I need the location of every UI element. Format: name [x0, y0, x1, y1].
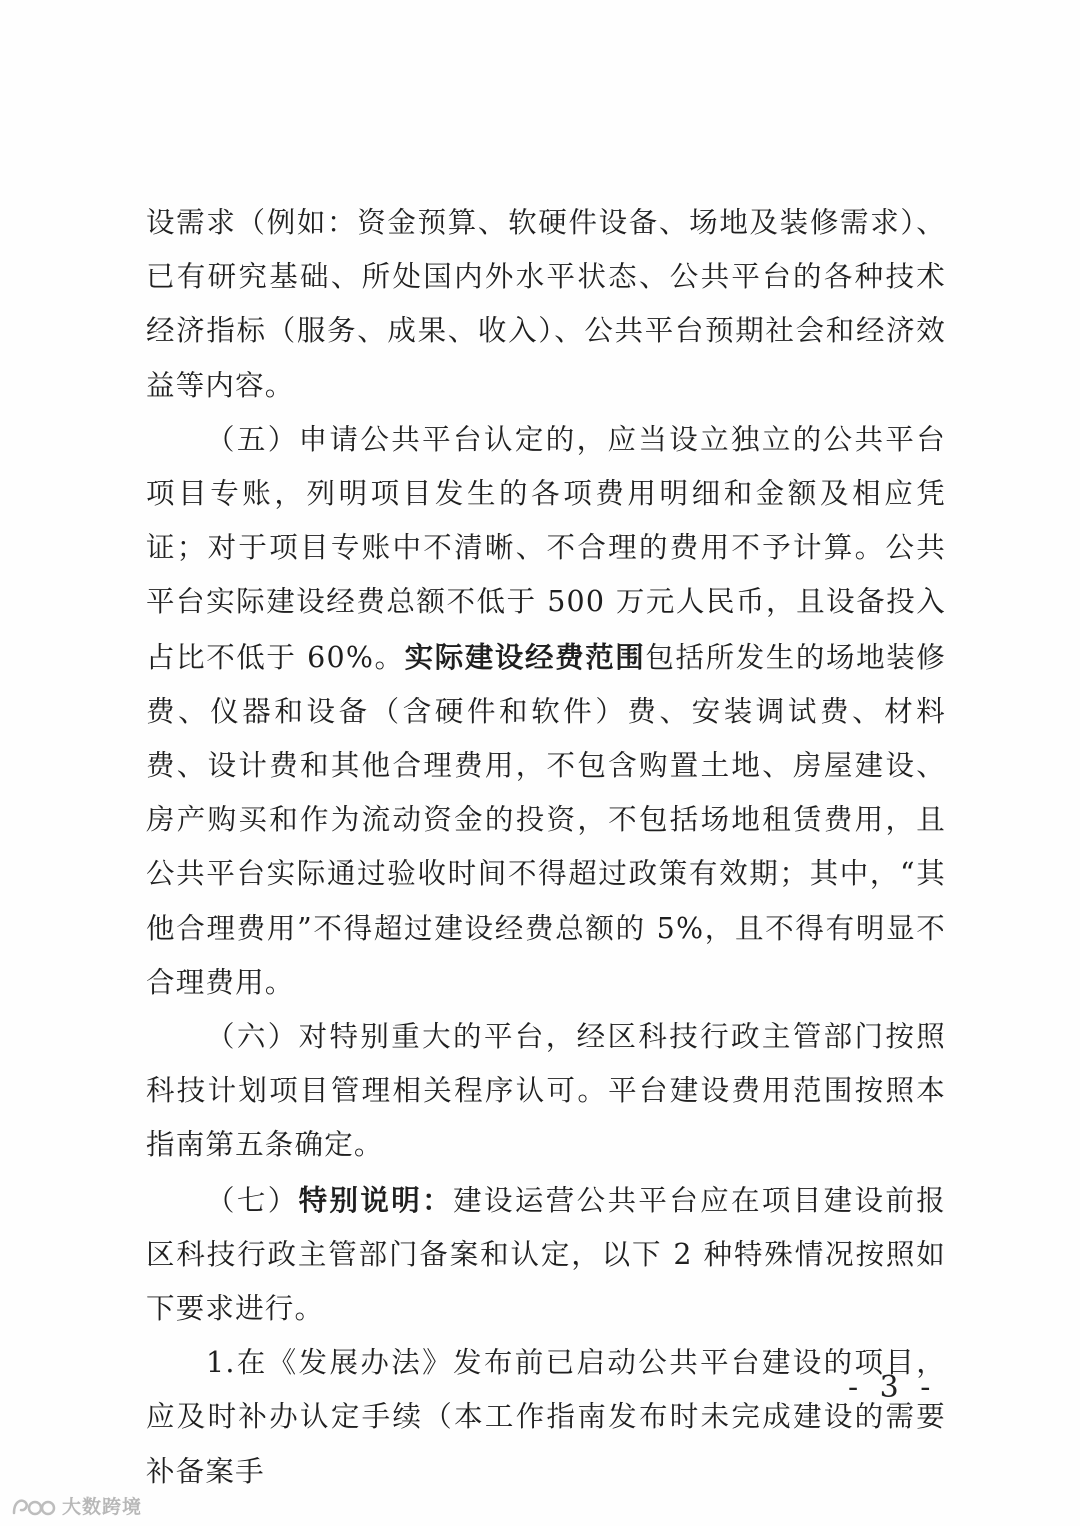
paragraph-item-5 [146, 413, 946, 1010]
watermark-text: 大数跨境 [62, 1496, 143, 1518]
bold-text-run: 特别说明： [298, 1182, 454, 1217]
paragraph-item-7-1 [146, 1336, 946, 1499]
paragraph-continuation [146, 196, 946, 413]
paragraph-item-6 [146, 1010, 946, 1173]
text-run: 包括所发生的场地装修费、仪器和设备（含硬件和软件）费、安装调试费、材料费、设计费和其他合理费用，不包含购置土地、房屋建设、房产购买和作为流动资金的投资，不包括场地租赁费用，且公共平台实际通过验收时间不得超过政策有效期；其中，“其他合理费用”不得超过建设经费总额的 5%，且不得有明显不合理费用。 [146, 640, 946, 999]
text-run: 设需求（例如：资金预算、软硬件设备、场地及装修需求）、已有研究基础、所处国内外水平状态、公共平台的各种技术经济指标（服务、成果、收入）、公共平台预期社会和经济效益等内容。 [146, 206, 946, 402]
text-run: 1.在《发展办法》发布前已启动公共平台建设的项目，应及时补办认定手续（本工作指南发布时未完成建设的需要补备案手 [146, 1346, 946, 1488]
watermark [8, 1492, 142, 1519]
bold-text-run: 实际建设经费范围 [404, 639, 646, 674]
document-body [146, 196, 946, 1499]
text-run: （五）申请公共平台认定的，应当设立独立的公共平台项目专账，列明项目发生的各项费用明细和金额及相应凭证；对于项目专账中不清晰、不合理的费用不予计算。公共平台实际建设经费总额不低于 500 万元人民币，且设备投入占比不低于 60%。 [146, 422, 946, 674]
text-run: （六）对特别重大的平台，经区科技行政主管部门按照科技计划项目管理相关程序认可。平台建设费用范围按照本指南第五条确定。 [146, 1020, 946, 1162]
paragraph-item-7 [146, 1173, 946, 1337]
page-number: - 3 - [848, 1370, 937, 1405]
text-run: （七） [206, 1183, 299, 1217]
watermark-logo-icon [8, 1493, 58, 1519]
text-run: 建设运营公共平台应在项目建设前报区科技行政主管部门备案和认定，以下 2 种特殊情况按照如下要求进行。 [146, 1183, 947, 1326]
